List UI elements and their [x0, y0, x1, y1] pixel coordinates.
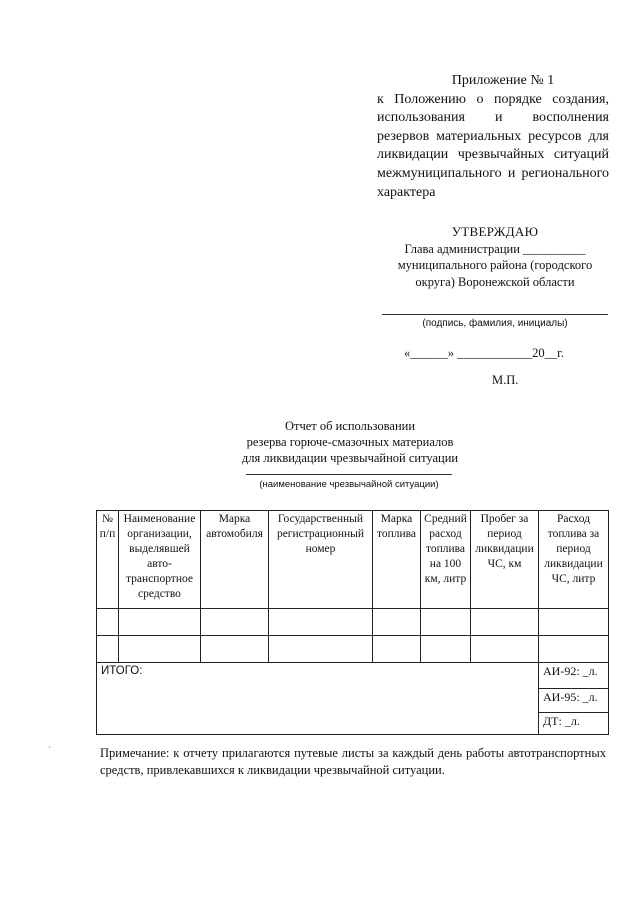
header-car-brand: Марка автомобиля — [201, 511, 269, 609]
scan-mark: ` — [48, 746, 52, 757]
appendix-block — [377, 72, 609, 202]
cell[interactable] — [201, 609, 269, 636]
event-name-caption: (наименование чрезвычайной ситуации) — [259, 479, 439, 490]
cell[interactable] — [421, 609, 471, 636]
cell[interactable] — [373, 636, 421, 663]
report-title — [200, 418, 500, 466]
approval-date: «______» ____________20__г. — [404, 346, 564, 360]
cell[interactable] — [119, 636, 201, 663]
note-text: Примечание: к отчету прилагаются путевые листы за каждый день работы автотранспортных средств, привлекавшихся к ликвидации чрезвычайной ситуации. — [100, 746, 606, 777]
cell[interactable] — [471, 609, 539, 636]
header-avg-consumption: Средний расход топлива на 100 км, литр — [421, 511, 471, 609]
cell[interactable] — [471, 636, 539, 663]
cell[interactable] — [539, 609, 609, 636]
cell[interactable] — [97, 636, 119, 663]
cell[interactable] — [269, 636, 373, 663]
approval-line-2: муниципального района (городского — [397, 258, 593, 272]
event-name-line — [246, 474, 452, 475]
cell[interactable] — [201, 636, 269, 663]
signature-line — [382, 314, 608, 315]
table-row — [97, 609, 609, 636]
header-number: № п/п — [97, 511, 119, 609]
table-row — [97, 636, 609, 663]
header-mileage: Пробег за период ликвидации ЧС, км — [471, 511, 539, 609]
header-organization: Наименование организации, выделявшей авто-транспортное средство — [119, 511, 201, 609]
cell[interactable] — [97, 609, 119, 636]
report-title-line-1: Отчет об использовании — [284, 419, 416, 433]
table-header-row — [97, 511, 609, 609]
total-row — [97, 663, 609, 689]
header-reg-number: Государственный регистрационный номер — [269, 511, 373, 609]
signature-caption: (подпись, фамилия, инициалы) — [422, 318, 568, 329]
approval-block — [384, 224, 606, 290]
header-fuel-brand: Марка топлива — [373, 511, 421, 609]
total-ai95[interactable]: АИ-95: _л. — [539, 689, 609, 713]
cell[interactable] — [269, 609, 373, 636]
total-ai92[interactable]: АИ-92: _л. — [539, 663, 609, 689]
appendix-text: к Положению о порядке создания, использования и восполнения резервов материальных ресурсов для ликвидации чрезвычайных ситуаций межмуниципального и регионального характера — [377, 91, 609, 200]
total-dt[interactable]: ДТ: _л. — [539, 713, 609, 735]
report-title-line-2: резерва горюче-смазочных материалов — [246, 435, 454, 449]
approval-heading: УТВЕРЖДАЮ — [451, 224, 539, 239]
cell[interactable] — [421, 636, 471, 663]
appendix-title: Приложение № 1 — [451, 73, 555, 88]
stamp-place: М.П. — [492, 373, 519, 387]
report-title-line-3: для ликвидации чрезвычайной ситуации — [241, 451, 459, 465]
approval-line-1: Глава администрации __________ — [404, 241, 586, 256]
cell[interactable] — [539, 636, 609, 663]
cell[interactable] — [373, 609, 421, 636]
fuel-report-table — [96, 510, 609, 735]
total-label: ИТОГО: — [97, 663, 539, 735]
cell[interactable] — [119, 609, 201, 636]
header-fuel-used: Расход топлива за период ликвидации ЧС, литр — [539, 511, 609, 609]
approval-line-3: округа) Воронежской области — [415, 274, 575, 289]
